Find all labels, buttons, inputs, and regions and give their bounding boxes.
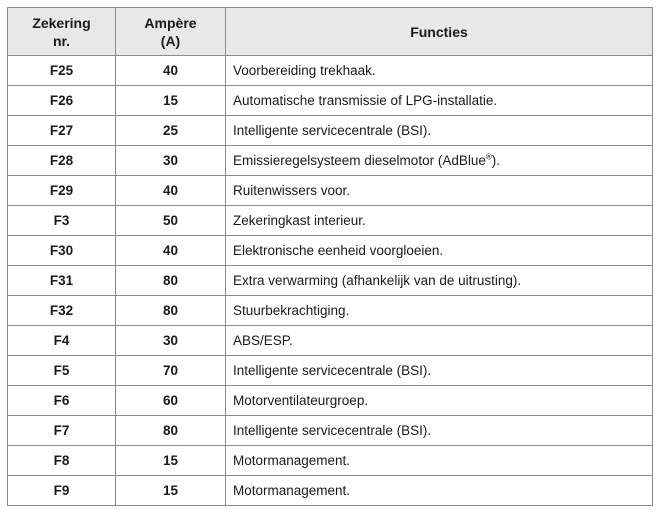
function-cell: [226, 446, 653, 476]
fuse-number-cell: F26: [8, 86, 116, 116]
function-cell: [226, 416, 653, 446]
table-row: [8, 476, 653, 506]
ampere-cell: 70: [116, 356, 226, 386]
fuse-number-cell: F9: [8, 476, 116, 506]
fuse-number-cell: F32: [8, 296, 116, 326]
fuse-number-cell: F27: [8, 116, 116, 146]
fuse-table-header: [8, 8, 653, 56]
table-row: [8, 86, 653, 116]
function-text: ABS/ESP.: [233, 333, 293, 348]
function-text: Intelligente servicecentrale (BSI).: [233, 123, 432, 138]
function-cell: [226, 356, 653, 386]
function-text: Elektronische eenheid voorgloeien.: [233, 243, 444, 258]
fuse-number-cell: F7: [8, 416, 116, 446]
ampere-cell: 30: [116, 146, 226, 176]
ampere-cell: 40: [116, 56, 226, 86]
fuse-number-cell: F31: [8, 266, 116, 296]
function-cell: [226, 386, 653, 416]
function-text: Stuurbekrachtiging.: [233, 303, 350, 318]
table-row: [8, 176, 653, 206]
header-row: [8, 8, 653, 56]
table-row: [8, 146, 653, 176]
function-text: Extra verwarming (afhankelijk van de uitrusting).: [233, 273, 522, 288]
ampere-cell: 40: [116, 236, 226, 266]
fuse-number-cell: F29: [8, 176, 116, 206]
table-row: [8, 416, 653, 446]
ampere-cell: 25: [116, 116, 226, 146]
table-row: [8, 386, 653, 416]
table-row: [8, 356, 653, 386]
fuse-number-cell: F3: [8, 206, 116, 236]
function-cell: [226, 116, 653, 146]
fuse-number-cell: F8: [8, 446, 116, 476]
ampere-cell: 30: [116, 326, 226, 356]
fuse-number-cell: F25: [8, 56, 116, 86]
function-text: Voorbereiding trekhaak.: [233, 63, 376, 78]
function-text: Automatische transmissie of LPG-installatie.: [233, 93, 498, 108]
header-fuse-number: [8, 8, 116, 56]
function-cell: [226, 206, 653, 236]
fuse-number-cell: F6: [8, 386, 116, 416]
function-cell: [226, 296, 653, 326]
function-cell: [226, 86, 653, 116]
header-fuse-line2: nr.: [52, 32, 71, 49]
ampere-cell: 60: [116, 386, 226, 416]
function-cell: [226, 476, 653, 506]
fuse-number-cell: F30: [8, 236, 116, 266]
function-cell: [226, 176, 653, 206]
ampere-cell: 40: [116, 176, 226, 206]
header-amp-line1: Ampère: [144, 14, 197, 31]
function-text: Emissieregelsysteem dieselmotor (AdBlue: [233, 153, 486, 168]
function-text-tail: ).: [491, 153, 501, 168]
function-text: Motorventilateurgroep.: [233, 393, 369, 408]
fuse-table: [7, 7, 653, 506]
function-text: Intelligente servicecentrale (BSI).: [233, 363, 432, 378]
ampere-cell: 15: [116, 476, 226, 506]
table-row: [8, 446, 653, 476]
header-ampere: [116, 8, 226, 56]
function-cell: [226, 146, 653, 176]
registered-mark: ®: [485, 152, 492, 162]
fuse-number-cell: F4: [8, 326, 116, 356]
ampere-cell: 80: [116, 266, 226, 296]
function-cell: [226, 56, 653, 86]
fuse-number-cell: F28: [8, 146, 116, 176]
ampere-cell: 80: [116, 416, 226, 446]
table-row: [8, 236, 653, 266]
header-amp-line2: (A): [160, 32, 181, 49]
ampere-cell: 80: [116, 296, 226, 326]
fuse-table-container: [7, 7, 652, 506]
table-row: [8, 326, 653, 356]
function-cell: [226, 236, 653, 266]
function-text: Ruitenwissers voor.: [233, 183, 351, 198]
ampere-cell: 50: [116, 206, 226, 236]
function-text: Intelligente servicecentrale (BSI).: [233, 423, 432, 438]
ampere-cell: 15: [116, 446, 226, 476]
table-row: [8, 116, 653, 146]
header-fuse-line1: Zekering: [32, 14, 91, 31]
table-row: [8, 206, 653, 236]
function-cell: [226, 326, 653, 356]
table-row: [8, 56, 653, 86]
header-functions: Functies: [226, 8, 653, 56]
function-text: Motormanagement.: [233, 483, 351, 498]
ampere-cell: 15: [116, 86, 226, 116]
fuse-table-body: [8, 56, 653, 506]
table-row: [8, 296, 653, 326]
fuse-number-cell: F5: [8, 356, 116, 386]
function-cell: [226, 266, 653, 296]
table-row: [8, 266, 653, 296]
function-text: Zekeringkast interieur.: [233, 213, 366, 228]
function-text: Motormanagement.: [233, 453, 351, 468]
